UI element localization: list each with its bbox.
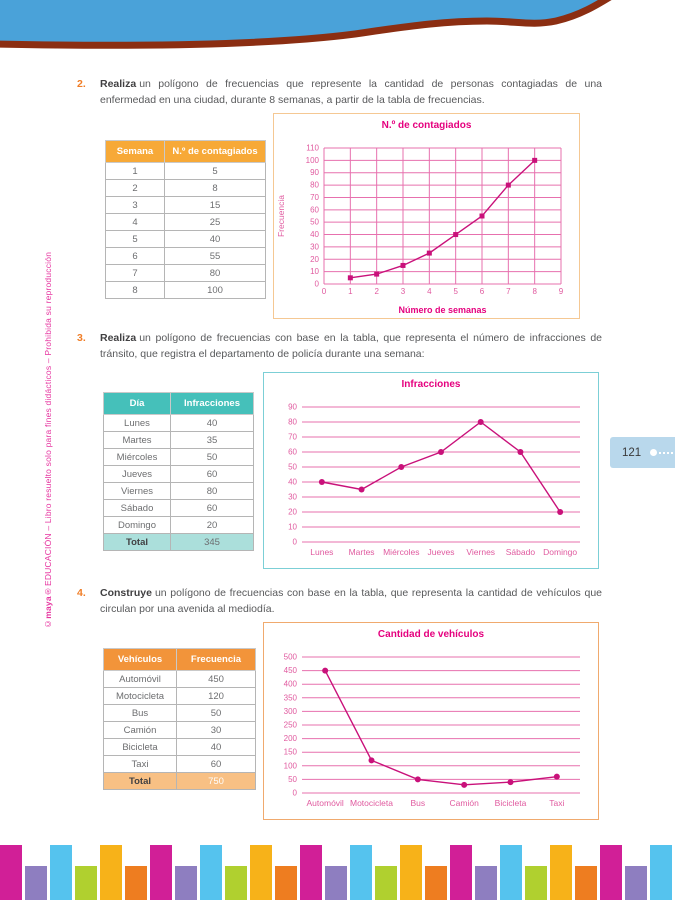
svg-text:2: 2 [374,287,379,296]
table-row [104,739,256,756]
line-chart-vehiculos [264,649,596,817]
table-cell: 120 [177,688,256,705]
column-header: Día [104,393,171,415]
table-cell: Taxi [104,756,177,773]
svg-text:70: 70 [310,192,319,202]
badge-dot-icon [650,449,657,456]
exercise-number: 2. [77,78,86,90]
svg-text:3: 3 [400,287,406,296]
footer-bar [525,866,547,900]
table-cell: Automóvil [104,671,177,688]
table-cell: Bus [104,705,177,722]
exercise-lead-word: Construye [100,587,152,599]
exercise-statement: Construye un polígono de frecuencias con base en la tabla, que representa la cantidad de vehículos que circulan por una avenida al mediodía. [100,587,602,615]
line-chart-infracciones [264,399,596,566]
table-row [104,483,254,500]
exercise-number: 3. [77,332,86,344]
svg-text:Número de semanas: Número de semanas [398,305,487,315]
footer-bar [225,866,247,900]
svg-text:70: 70 [288,432,297,442]
svg-text:350: 350 [283,693,297,703]
table-cell: 4 [106,214,165,231]
table-contagiados [105,140,266,299]
svg-text:Bicicleta: Bicicleta [494,798,527,808]
table-cell: 2 [106,180,165,197]
badge-dotted-line [659,452,673,454]
exercise-lead-word: Realiza [100,78,137,90]
table-cell: Sábado [104,500,171,517]
table-cell: Motocicleta [104,688,177,705]
svg-text:80: 80 [288,417,297,427]
table-cell: Camión [104,722,177,739]
svg-text:150: 150 [283,747,297,757]
chart-infracciones [263,372,599,569]
table-cell: 80 [171,483,254,500]
column-header: N.º de contagiados [165,141,266,163]
table-row [106,282,266,299]
line-chart-contagiados [274,140,577,316]
exercise-3-heading [77,330,602,362]
svg-text:Lunes: Lunes [310,547,334,557]
table-row [104,722,256,739]
exercise-statement: Realiza un polígono de frecuencias que represente la cantidad de personas contagiadas de una enfermedad en una ciudad, durante 8 semanas, a partir de la tabla de frecuencias. [100,78,602,106]
table-infracciones [103,392,254,551]
table-cell: 40 [177,739,256,756]
table-row [106,265,266,282]
svg-text:Jueves: Jueves [427,547,455,557]
table-cell: 8 [106,282,165,299]
table-row [106,214,266,231]
table-cell: Domingo [104,517,171,534]
table-total-row [104,534,254,551]
table-vehiculos [103,648,256,790]
svg-text:60: 60 [310,205,319,215]
table-cell: 35 [171,432,254,449]
table-row [106,163,266,180]
footer-bar [100,845,122,900]
table-cell: 8 [165,180,266,197]
exercise-number: 4. [77,587,86,599]
top-wave-decoration [0,0,675,58]
table-cell: 55 [165,248,266,265]
svg-text:Sábado: Sábado [505,547,536,557]
svg-text:90: 90 [310,168,319,178]
column-header: Frecuencia [177,649,256,671]
exercise-2-heading [77,76,602,108]
chart-title: Infracciones [401,379,461,390]
footer-bar [300,845,322,900]
table-cell: 60 [171,500,254,517]
chart-contagiados [273,113,580,319]
svg-text:450: 450 [283,666,297,676]
footer-bar [475,866,497,900]
svg-text:1: 1 [348,287,353,296]
svg-text:20: 20 [288,507,297,517]
table-cell: 6 [106,248,165,265]
table-cell: 450 [177,671,256,688]
footer-bar [650,845,672,900]
svg-text:50: 50 [288,774,297,784]
svg-text:10: 10 [310,267,319,277]
svg-text:0: 0 [321,287,327,296]
table-row [106,231,266,248]
table-row [104,500,254,517]
table-row [104,415,254,432]
exercise-4-heading [77,585,602,617]
table-row [104,432,254,449]
table-cell: 60 [171,466,254,483]
table-row [104,756,256,773]
table-cell: 1 [106,163,165,180]
column-header: Infracciones [171,393,254,415]
table-cell: Viernes [104,483,171,500]
footer-bar [200,845,222,900]
copyright-sidebar [40,225,56,655]
svg-text:40: 40 [288,477,297,487]
footer-bar [125,866,147,900]
svg-text:50: 50 [310,217,319,227]
table-cell: 15 [165,197,266,214]
svg-text:5: 5 [453,287,458,296]
svg-text:50: 50 [288,462,297,472]
table-row [104,466,254,483]
svg-text:Taxi: Taxi [549,798,565,808]
svg-text:0: 0 [292,537,297,547]
svg-text:Miércoles: Miércoles [383,547,420,557]
footer-bar [275,866,297,900]
table-row [106,180,266,197]
footer-bar [625,866,647,900]
svg-text:400: 400 [283,679,297,689]
table-row [104,517,254,534]
footer-bar [75,866,97,900]
svg-text:30: 30 [288,492,297,502]
svg-text:10: 10 [288,522,297,532]
column-header: Vehículos [104,649,177,671]
svg-text:100: 100 [283,761,297,771]
svg-text:100: 100 [305,155,319,165]
table-cell: 40 [165,231,266,248]
footer-bar [350,845,372,900]
table-cell: 7 [106,265,165,282]
footer-bar [150,845,172,900]
table-cell: 25 [165,214,266,231]
chart-title: N.º de contagiados [381,120,472,131]
footer-bar [50,845,72,900]
table-cell: Martes [104,432,171,449]
table-cell: 60 [177,756,256,773]
svg-text:Martes: Martes [348,547,375,557]
svg-text:0: 0 [314,279,319,289]
svg-text:Automóvil: Automóvil [306,798,344,808]
table-cell: 30 [177,722,256,739]
svg-text:30: 30 [310,242,319,252]
svg-text:60: 60 [288,447,297,457]
footer-bar [250,845,272,900]
svg-text:500: 500 [283,652,297,662]
table-row [104,688,256,705]
table-row [104,705,256,722]
svg-text:0: 0 [292,788,297,798]
svg-text:Motocicleta: Motocicleta [350,798,393,808]
footer-color-bars [0,845,675,900]
table-cell: 100 [165,282,266,299]
table-cell: 3 [106,197,165,214]
footer-bar [400,845,422,900]
exercise-lead-word: Realiza [100,332,137,344]
footer-bar [575,866,597,900]
svg-text:4: 4 [427,287,432,296]
table-cell: Total [104,773,177,790]
svg-text:Viernes: Viernes [466,547,496,557]
svg-text:40: 40 [310,230,319,240]
footer-bar [425,866,447,900]
column-header: Semana [106,141,165,163]
table-cell: 50 [171,449,254,466]
footer-bar [325,866,347,900]
svg-text:200: 200 [283,734,297,744]
svg-text:Camión: Camión [449,798,479,808]
footer-bar [175,866,197,900]
exercise-statement: Realiza un polígono de frecuencias con base en la tabla, que representa el número de infracciones de tránsito, que registra el departamento de policía durante una semana: [100,332,602,360]
table-cell: 40 [171,415,254,432]
svg-text:8: 8 [532,287,537,296]
table-cell: 50 [177,705,256,722]
svg-text:90: 90 [288,402,297,412]
table-cell: 5 [106,231,165,248]
footer-bar [375,866,397,900]
page-number-badge [610,437,675,468]
svg-text:Bus: Bus [410,798,426,808]
footer-bar [600,845,622,900]
brand-name: maya [43,595,53,619]
footer-bar [25,866,47,900]
table-cell: Lunes [104,415,171,432]
footer-bar [550,845,572,900]
chart-vehiculos [263,622,599,820]
page-number: 121 [622,446,642,459]
footer-bar [0,845,22,900]
chart-title: Cantidad de vehículos [377,629,485,640]
table-cell: 80 [165,265,266,282]
svg-text:110: 110 [306,143,319,153]
svg-text:Domingo: Domingo [543,547,578,557]
svg-text:7: 7 [506,287,511,296]
table-row [104,449,254,466]
table-row [106,197,266,214]
svg-text:80: 80 [310,180,319,190]
svg-text:300: 300 [283,706,297,716]
table-cell: 345 [171,534,254,551]
table-cell: 5 [165,163,266,180]
table-row [106,248,266,265]
table-cell: 750 [177,773,256,790]
svg-text:6: 6 [479,287,485,296]
table-row [104,671,256,688]
table-cell: Jueves [104,466,171,483]
svg-text:20: 20 [310,254,319,264]
svg-text:Frecuencia: Frecuencia [276,194,286,238]
table-total-row [104,773,256,790]
copyright-prefix: © [43,618,53,629]
svg-text:250: 250 [283,720,297,730]
copyright-rest: ®EDUCACIÓN – Libro resuelto solo para fines didácticos – Prohibida su reproducción [43,251,53,596]
table-cell: Total [104,534,171,551]
footer-bar [500,845,522,900]
table-cell: 20 [171,517,254,534]
table-cell: Miércoles [104,449,171,466]
table-cell: Bicicleta [104,739,177,756]
footer-bar [450,845,472,900]
svg-text:9: 9 [558,287,564,296]
